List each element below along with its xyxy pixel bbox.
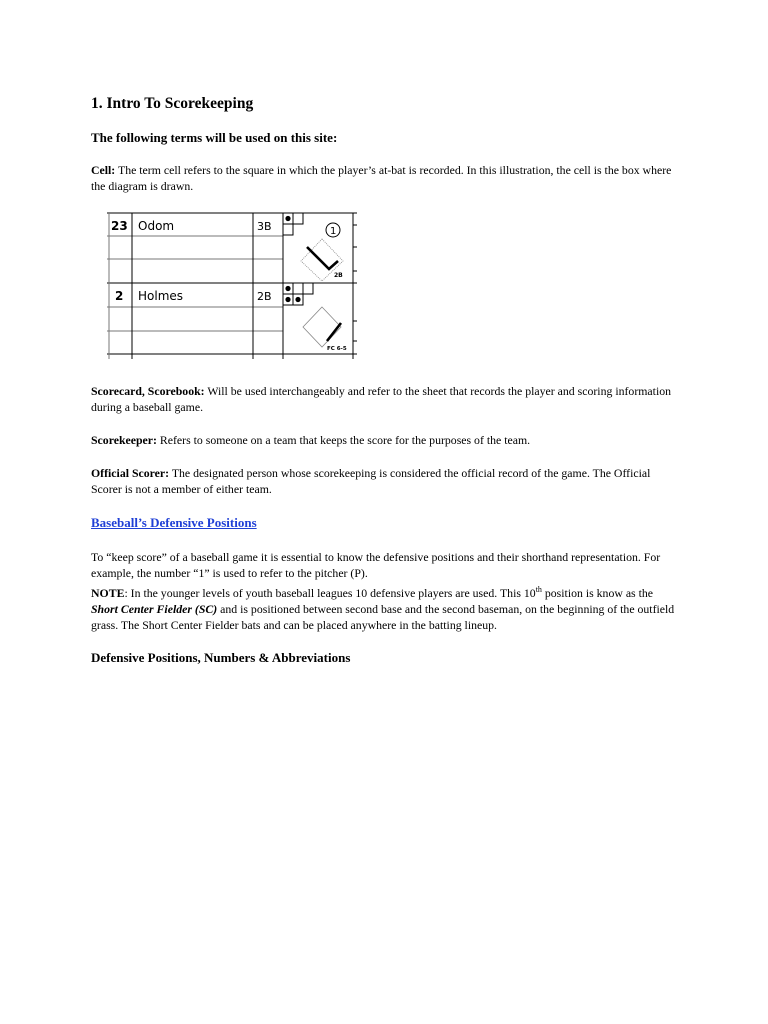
- note-text-after: and is positioned between second base and the second baseman, on the beginning of the outfield grass. The Short Center Fielder bats and can be placed anywhere in the batting lineup.: [91, 602, 675, 633]
- keep-score-paragraph: To “keep score” of a baseball game it is essential to know the defensive positions and their shorthand representation. For example, the number “1” is used to refer to the pitcher (P).: [91, 550, 661, 581]
- player-name-1: Odom: [138, 219, 175, 234]
- defensive-positions-link[interactable]: Baseball’s Defensive Positions: [91, 515, 257, 531]
- cell-definition: [91, 162, 681, 194]
- official-scorer-definition: [91, 465, 681, 497]
- player-position-1: 3B: [257, 220, 272, 234]
- out-number-1: 1: [330, 226, 337, 238]
- scorekeeper-definition: [91, 432, 681, 448]
- scorecard-text: Will be used interchangeably and refer to the sheet that records the player and scoring information during a baseball game.: [91, 384, 672, 415]
- result-label-2: FC 6-5: [327, 346, 347, 353]
- scorekeeper-term: Scorekeeper:: [91, 433, 157, 448]
- scorecard-illustration: [107, 211, 357, 361]
- official-scorer-term: Official Scorer:: [91, 466, 170, 481]
- scorecard-term: Scorecard, Scorebook:: [91, 384, 205, 399]
- note-paragraph: [91, 585, 681, 633]
- terms-heading: The following terms will be used on this site:: [91, 130, 338, 146]
- player-number-2: 2: [115, 289, 124, 304]
- scorecard-definition: [91, 383, 681, 415]
- note-emphasis: Short Center Fielder (SC): [91, 602, 218, 617]
- player-number-1: 23: [111, 219, 128, 234]
- scorekeeper-text: Refers to someone on a team that keeps the score for the purposes of the team.: [156, 433, 531, 448]
- player-name-2: Holmes: [138, 289, 184, 304]
- note-superscript: th: [535, 585, 542, 595]
- result-label-1: 2B: [334, 272, 343, 280]
- note-text-before: : In the younger levels of youth baseball leagues 10 defensive players are used. This 10: [124, 586, 536, 601]
- cell-term: Cell:: [91, 163, 116, 178]
- note-label: NOTE: [91, 586, 125, 601]
- note-text-mid: position is know as the: [541, 586, 654, 601]
- player-position-2: 2B: [257, 290, 272, 304]
- abbreviations-heading: Defensive Positions, Numbers & Abbreviations: [91, 650, 351, 666]
- official-scorer-text: The designated person whose scorekeeping is considered the official record of the game. The Official Scorer is not a member of either team.: [91, 466, 651, 497]
- page-title: 1. Intro To Scorekeeping: [91, 95, 254, 112]
- document-content: [91, 94, 681, 682]
- cell-text: The term cell refers to the square in which the player’s at-bat is recorded. In this illustration, the cell is the box where the diagram is drawn.: [91, 163, 672, 194]
